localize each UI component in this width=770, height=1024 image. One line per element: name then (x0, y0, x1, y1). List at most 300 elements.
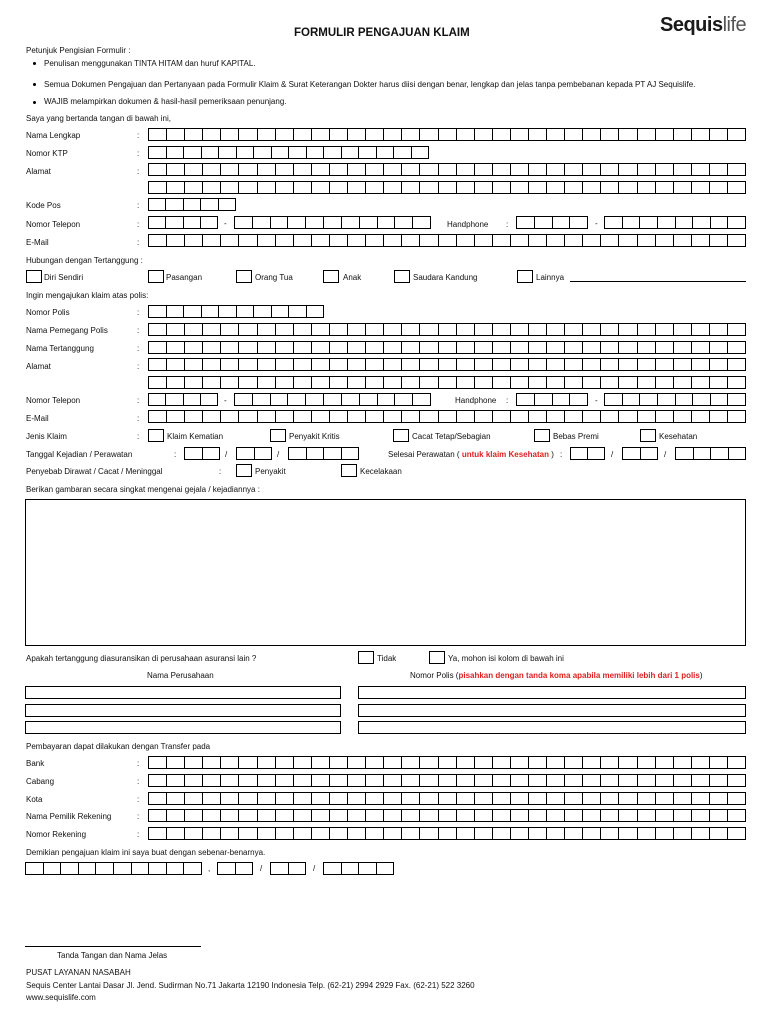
policy-holder-field[interactable] (148, 323, 746, 336)
character-cell[interactable] (294, 810, 312, 821)
character-cell[interactable] (167, 342, 185, 353)
character-cell[interactable] (258, 182, 276, 193)
character-cell[interactable] (676, 394, 694, 405)
character-cell[interactable] (601, 411, 619, 422)
character-cell[interactable] (149, 164, 167, 175)
address-field-line2[interactable] (148, 181, 746, 194)
character-cell[interactable] (324, 147, 342, 158)
character-cell[interactable] (565, 810, 583, 821)
character-cell[interactable] (439, 377, 457, 388)
character-cell[interactable] (674, 757, 692, 768)
character-cell[interactable] (239, 182, 257, 193)
character-cell[interactable] (239, 810, 257, 821)
character-cell[interactable] (167, 793, 185, 804)
character-cell[interactable] (166, 199, 183, 210)
handphone-number-field[interactable] (604, 216, 746, 229)
character-cell[interactable] (656, 324, 674, 335)
character-cell[interactable] (565, 411, 583, 422)
character-cell[interactable] (254, 306, 272, 317)
character-cell[interactable] (710, 411, 728, 422)
character-cell[interactable] (203, 342, 221, 353)
character-cell[interactable] (676, 217, 694, 228)
policy-address-field-line1[interactable] (148, 358, 746, 371)
relationship-child-checkbox[interactable] (323, 270, 339, 283)
signature-line[interactable] (25, 946, 201, 947)
character-cell[interactable] (583, 810, 601, 821)
city-field[interactable] (148, 792, 746, 805)
character-cell[interactable] (402, 828, 420, 839)
character-cell[interactable] (641, 448, 658, 459)
policy-handphone-prefix-field[interactable] (516, 393, 588, 406)
character-cell[interactable] (330, 182, 348, 193)
character-cell[interactable] (439, 775, 457, 786)
character-cell[interactable] (221, 359, 239, 370)
character-cell[interactable] (413, 217, 430, 228)
character-cell[interactable] (692, 324, 710, 335)
character-cell[interactable] (149, 377, 167, 388)
character-cell[interactable] (529, 164, 547, 175)
character-cell[interactable] (565, 793, 583, 804)
character-cell[interactable] (656, 775, 674, 786)
character-cell[interactable] (511, 182, 529, 193)
character-cell[interactable] (692, 828, 710, 839)
character-cell[interactable] (239, 775, 257, 786)
character-cell[interactable] (728, 235, 745, 246)
character-cell[interactable] (402, 324, 420, 335)
character-cell[interactable] (511, 793, 529, 804)
character-cell[interactable] (276, 164, 294, 175)
character-cell[interactable] (366, 828, 384, 839)
character-cell[interactable] (149, 359, 167, 370)
character-cell[interactable] (583, 342, 601, 353)
character-cell[interactable] (324, 448, 342, 459)
character-cell[interactable] (253, 217, 271, 228)
character-cell[interactable] (237, 147, 255, 158)
company-name-field[interactable] (25, 704, 341, 717)
character-cell[interactable] (457, 757, 475, 768)
character-cell[interactable] (276, 129, 294, 140)
character-cell[interactable] (583, 757, 601, 768)
character-cell[interactable] (692, 810, 710, 821)
character-cell[interactable] (384, 757, 402, 768)
character-cell[interactable] (167, 810, 185, 821)
character-cell[interactable] (203, 324, 221, 335)
character-cell[interactable] (710, 793, 728, 804)
character-cell[interactable] (692, 129, 710, 140)
character-cell[interactable] (239, 129, 257, 140)
character-cell[interactable] (294, 793, 312, 804)
character-cell[interactable] (185, 757, 203, 768)
phone-area-field[interactable] (148, 216, 218, 229)
character-cell[interactable] (692, 182, 710, 193)
character-cell[interactable] (692, 377, 710, 388)
character-cell[interactable] (239, 377, 257, 388)
character-cell[interactable] (570, 217, 587, 228)
character-cell[interactable] (547, 810, 565, 821)
character-cell[interactable] (728, 164, 745, 175)
character-cell[interactable] (184, 394, 201, 405)
character-cell[interactable] (203, 793, 221, 804)
character-cell[interactable] (420, 182, 438, 193)
character-cell[interactable] (402, 775, 420, 786)
character-cell[interactable] (638, 411, 656, 422)
character-cell[interactable] (676, 448, 694, 459)
character-cell[interactable] (638, 377, 656, 388)
character-cell[interactable] (638, 359, 656, 370)
character-cell[interactable] (511, 324, 529, 335)
phone-number-field[interactable] (234, 216, 431, 229)
character-cell[interactable] (511, 377, 529, 388)
other-policy-number-field[interactable] (358, 704, 746, 717)
cause-illness-checkbox[interactable] (236, 464, 252, 477)
character-cell[interactable] (366, 810, 384, 821)
character-cell[interactable] (324, 394, 342, 405)
character-cell[interactable] (420, 793, 438, 804)
character-cell[interactable] (366, 793, 384, 804)
character-cell[interactable] (710, 377, 728, 388)
character-cell[interactable] (439, 359, 457, 370)
character-cell[interactable] (402, 377, 420, 388)
character-cell[interactable] (366, 377, 384, 388)
character-cell[interactable] (623, 448, 641, 459)
character-cell[interactable] (306, 217, 324, 228)
character-cell[interactable] (294, 377, 312, 388)
character-cell[interactable] (294, 129, 312, 140)
character-cell[interactable] (565, 324, 583, 335)
postcode-field[interactable] (148, 198, 236, 211)
character-cell[interactable] (377, 863, 394, 874)
character-cell[interactable] (203, 411, 221, 422)
character-cell[interactable] (294, 757, 312, 768)
character-cell[interactable] (239, 359, 257, 370)
character-cell[interactable] (565, 757, 583, 768)
character-cell[interactable] (656, 164, 674, 175)
character-cell[interactable] (294, 359, 312, 370)
character-cell[interactable] (330, 235, 348, 246)
character-cell[interactable] (511, 775, 529, 786)
declaration-day-field[interactable] (217, 862, 253, 875)
claim-death-checkbox[interactable] (148, 429, 164, 442)
character-cell[interactable] (656, 359, 674, 370)
character-cell[interactable] (601, 377, 619, 388)
character-cell[interactable] (674, 342, 692, 353)
character-cell[interactable] (674, 129, 692, 140)
character-cell[interactable] (276, 411, 294, 422)
handphone-prefix-field[interactable] (516, 216, 588, 229)
character-cell[interactable] (728, 757, 745, 768)
character-cell[interactable] (221, 411, 239, 422)
character-cell[interactable] (619, 164, 637, 175)
character-cell[interactable] (547, 757, 565, 768)
character-cell[interactable] (203, 129, 221, 140)
character-cell[interactable] (185, 377, 203, 388)
character-cell[interactable] (420, 164, 438, 175)
character-cell[interactable] (583, 164, 601, 175)
character-cell[interactable] (167, 164, 185, 175)
character-cell[interactable] (583, 359, 601, 370)
character-cell[interactable] (312, 182, 330, 193)
character-cell[interactable] (475, 359, 493, 370)
character-cell[interactable] (619, 757, 637, 768)
character-cell[interactable] (457, 182, 475, 193)
character-cell[interactable] (619, 411, 637, 422)
character-cell[interactable] (324, 217, 342, 228)
character-cell[interactable] (366, 235, 384, 246)
character-cell[interactable] (306, 394, 324, 405)
character-cell[interactable] (184, 306, 202, 317)
character-cell[interactable] (221, 129, 239, 140)
claim-critical-illness-checkbox[interactable] (270, 429, 286, 442)
character-cell[interactable] (420, 129, 438, 140)
character-cell[interactable] (366, 411, 384, 422)
character-cell[interactable] (185, 448, 203, 459)
company-name-field[interactable] (25, 686, 341, 699)
character-cell[interactable] (272, 306, 290, 317)
character-cell[interactable] (457, 324, 475, 335)
character-cell[interactable] (254, 147, 272, 158)
character-cell[interactable] (402, 359, 420, 370)
character-cell[interactable] (348, 324, 366, 335)
character-cell[interactable] (384, 324, 402, 335)
character-cell[interactable] (185, 182, 203, 193)
character-cell[interactable] (221, 377, 239, 388)
character-cell[interactable] (185, 411, 203, 422)
bank-field[interactable] (148, 756, 746, 769)
character-cell[interactable] (475, 182, 493, 193)
character-cell[interactable] (271, 863, 289, 874)
character-cell[interactable] (366, 182, 384, 193)
character-cell[interactable] (511, 810, 529, 821)
character-cell[interactable] (547, 164, 565, 175)
character-cell[interactable] (330, 411, 348, 422)
character-cell[interactable] (201, 199, 218, 210)
character-cell[interactable] (583, 324, 601, 335)
character-cell[interactable] (239, 164, 257, 175)
character-cell[interactable] (601, 342, 619, 353)
character-cell[interactable] (674, 411, 692, 422)
character-cell[interactable] (412, 147, 429, 158)
character-cell[interactable] (439, 411, 457, 422)
character-cell[interactable] (384, 182, 402, 193)
character-cell[interactable] (475, 324, 493, 335)
character-cell[interactable] (601, 757, 619, 768)
character-cell[interactable] (276, 342, 294, 353)
other-insurance-no-checkbox[interactable] (358, 651, 374, 664)
character-cell[interactable] (271, 394, 289, 405)
character-cell[interactable] (640, 217, 658, 228)
character-cell[interactable] (221, 182, 239, 193)
character-cell[interactable] (439, 828, 457, 839)
character-cell[interactable] (511, 129, 529, 140)
character-cell[interactable] (728, 828, 745, 839)
character-cell[interactable] (312, 342, 330, 353)
character-cell[interactable] (202, 147, 220, 158)
character-cell[interactable] (239, 324, 257, 335)
character-cell[interactable] (402, 164, 420, 175)
character-cell[interactable] (547, 324, 565, 335)
character-cell[interactable] (493, 359, 511, 370)
character-cell[interactable] (529, 411, 547, 422)
character-cell[interactable] (547, 793, 565, 804)
character-cell[interactable] (457, 793, 475, 804)
character-cell[interactable] (674, 828, 692, 839)
character-cell[interactable] (583, 828, 601, 839)
character-cell[interactable] (710, 342, 728, 353)
character-cell[interactable] (457, 342, 475, 353)
character-cell[interactable] (307, 448, 325, 459)
character-cell[interactable] (547, 411, 565, 422)
character-cell[interactable] (656, 828, 674, 839)
character-cell[interactable] (710, 775, 728, 786)
incident-month-field[interactable] (236, 447, 272, 460)
character-cell[interactable] (601, 235, 619, 246)
character-cell[interactable] (674, 377, 692, 388)
character-cell[interactable] (276, 235, 294, 246)
character-cell[interactable] (149, 306, 167, 317)
character-cell[interactable] (294, 342, 312, 353)
character-cell[interactable] (132, 863, 150, 874)
character-cell[interactable] (529, 793, 547, 804)
character-cell[interactable] (674, 182, 692, 193)
character-cell[interactable] (149, 129, 167, 140)
character-cell[interactable] (203, 359, 221, 370)
character-cell[interactable] (619, 828, 637, 839)
character-cell[interactable] (185, 810, 203, 821)
character-cell[interactable] (239, 757, 257, 768)
claim-health-checkbox[interactable] (640, 429, 656, 442)
character-cell[interactable] (149, 828, 167, 839)
character-cell[interactable] (312, 757, 330, 768)
policy-address-field-line2[interactable] (148, 376, 746, 389)
character-cell[interactable] (348, 793, 366, 804)
other-insurance-yes-checkbox[interactable] (429, 651, 445, 664)
character-cell[interactable] (239, 235, 257, 246)
character-cell[interactable] (692, 359, 710, 370)
character-cell[interactable] (511, 164, 529, 175)
character-cell[interactable] (258, 775, 276, 786)
character-cell[interactable] (294, 828, 312, 839)
character-cell[interactable] (312, 793, 330, 804)
character-cell[interactable] (475, 810, 493, 821)
character-cell[interactable] (638, 164, 656, 175)
character-cell[interactable] (710, 182, 728, 193)
character-cell[interactable] (348, 810, 366, 821)
character-cell[interactable] (312, 810, 330, 821)
character-cell[interactable] (44, 863, 62, 874)
character-cell[interactable] (728, 411, 745, 422)
character-cell[interactable] (493, 324, 511, 335)
character-cell[interactable] (694, 448, 712, 459)
incident-year-field[interactable] (288, 447, 359, 460)
character-cell[interactable] (511, 757, 529, 768)
character-cell[interactable] (342, 863, 360, 874)
character-cell[interactable] (294, 182, 312, 193)
character-cell[interactable] (493, 235, 511, 246)
character-cell[interactable] (565, 182, 583, 193)
character-cell[interactable] (475, 775, 493, 786)
character-cell[interactable] (276, 324, 294, 335)
character-cell[interactable] (201, 217, 217, 228)
character-cell[interactable] (420, 411, 438, 422)
character-cell[interactable] (276, 775, 294, 786)
character-cell[interactable] (203, 775, 221, 786)
policy-number-field[interactable] (148, 305, 324, 318)
character-cell[interactable] (167, 359, 185, 370)
character-cell[interactable] (378, 217, 396, 228)
character-cell[interactable] (114, 863, 132, 874)
character-cell[interactable] (420, 342, 438, 353)
character-cell[interactable] (601, 129, 619, 140)
character-cell[interactable] (384, 828, 402, 839)
character-cell[interactable] (420, 235, 438, 246)
character-cell[interactable] (565, 828, 583, 839)
character-cell[interactable] (330, 359, 348, 370)
character-cell[interactable] (656, 810, 674, 821)
character-cell[interactable] (511, 828, 529, 839)
character-cell[interactable] (167, 411, 185, 422)
character-cell[interactable] (258, 411, 276, 422)
character-cell[interactable] (638, 828, 656, 839)
character-cell[interactable] (619, 793, 637, 804)
company-name-field[interactable] (25, 721, 341, 734)
character-cell[interactable] (619, 342, 637, 353)
character-cell[interactable] (420, 828, 438, 839)
character-cell[interactable] (360, 394, 378, 405)
character-cell[interactable] (457, 129, 475, 140)
character-cell[interactable] (276, 810, 294, 821)
character-cell[interactable] (26, 863, 44, 874)
character-cell[interactable] (511, 359, 529, 370)
character-cell[interactable] (276, 757, 294, 768)
character-cell[interactable] (342, 217, 360, 228)
character-cell[interactable] (529, 377, 547, 388)
character-cell[interactable] (728, 129, 745, 140)
character-cell[interactable] (342, 448, 359, 459)
character-cell[interactable] (535, 217, 553, 228)
character-cell[interactable] (289, 147, 307, 158)
relationship-sibling-checkbox[interactable] (394, 270, 410, 283)
character-cell[interactable] (457, 164, 475, 175)
character-cell[interactable] (167, 757, 185, 768)
character-cell[interactable] (384, 359, 402, 370)
character-cell[interactable] (384, 810, 402, 821)
character-cell[interactable] (547, 377, 565, 388)
character-cell[interactable] (79, 863, 97, 874)
character-cell[interactable] (547, 828, 565, 839)
character-cell[interactable] (601, 164, 619, 175)
character-cell[interactable] (185, 359, 203, 370)
character-cell[interactable] (565, 359, 583, 370)
character-cell[interactable] (272, 147, 290, 158)
character-cell[interactable] (619, 129, 637, 140)
character-cell[interactable] (619, 324, 637, 335)
character-cell[interactable] (583, 235, 601, 246)
character-cell[interactable] (583, 793, 601, 804)
character-cell[interactable] (312, 828, 330, 839)
character-cell[interactable] (402, 793, 420, 804)
character-cell[interactable] (623, 217, 641, 228)
character-cell[interactable] (348, 775, 366, 786)
character-cell[interactable] (658, 394, 676, 405)
character-cell[interactable] (330, 828, 348, 839)
character-cell[interactable] (656, 182, 674, 193)
character-cell[interactable] (571, 448, 588, 459)
character-cell[interactable] (312, 359, 330, 370)
character-cell[interactable] (493, 757, 511, 768)
character-cell[interactable] (149, 810, 167, 821)
character-cell[interactable] (493, 411, 511, 422)
character-cell[interactable] (149, 217, 166, 228)
